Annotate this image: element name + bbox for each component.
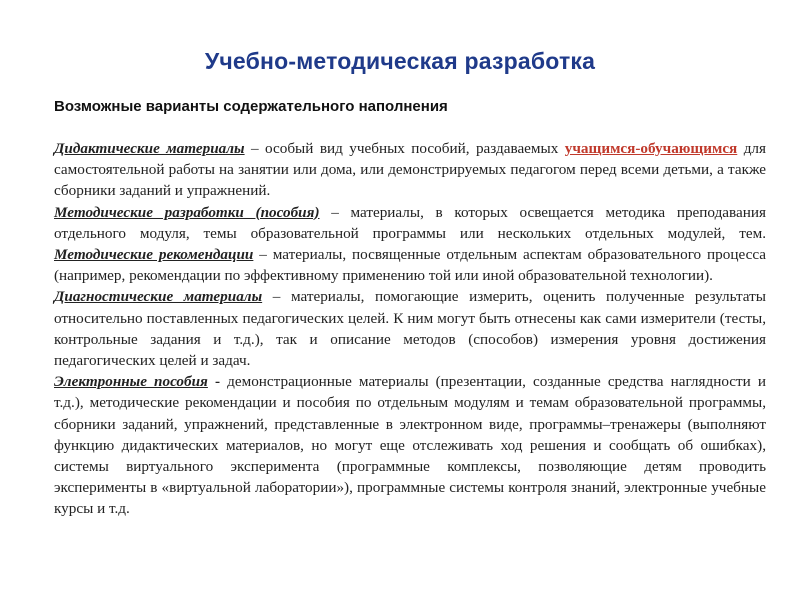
page-title: Учебно-методическая разработка bbox=[204, 48, 596, 74]
paragraph-text: демонстрационные материалы (презентации, созданные средства наглядности и т.д.), методические рекомендации и пособия по отдельным модулям и темам образовательной программы, сборники заданий, упражнений, представленные в электронном виде, программы–тренажеры (выполняют функцию дидактических материалов, но могут еще отслеживать ход решения и сообщать об ошибках), системы виртуального эксперимента (программные комплексы, позволяющие детям проводить эксперименты в «виртуальной лаборатории»), программные системы контроля знаний, электронные учебные курсы и т.д. bbox=[54, 373, 767, 518]
term-electronic-aids: Электронные пособия bbox=[54, 373, 208, 391]
term-didactic-materials: Дидактические материалы bbox=[54, 140, 245, 157]
body-text bbox=[54, 138, 766, 520]
term-diagnostic-materials: Диагностические материалы bbox=[54, 288, 263, 306]
paragraph-text: – особый вид учебных пособий, раздаваемых bbox=[244, 140, 565, 157]
paragraph-methodical-developments bbox=[54, 202, 766, 287]
paragraph-text: – материалы, в которых освещается методика преподавания отдельного модуля, темы образовательной программы или нескольких отдельных модулей, тем. bbox=[54, 203, 766, 242]
term-methodical-developments: Методические разработки (пособия) bbox=[54, 203, 320, 221]
paragraph-text: – материалы, посвященные отдельным аспектам образовательного процесса (например, рекомендации по эффективному применению той или иной образовательной технологии). bbox=[54, 246, 767, 285]
highlight-students: учащимся-обучающимся bbox=[564, 140, 738, 157]
section-subtitle: Возможные варианты содержательного наполнения bbox=[54, 98, 448, 115]
paragraph-electronic-aids bbox=[54, 371, 766, 519]
paragraph-diagnostic-materials bbox=[54, 286, 766, 371]
separator-dash: - bbox=[207, 373, 228, 391]
term-methodical-recommendations: Методические рекомендации bbox=[54, 246, 254, 264]
paragraph-text: для самостоятельной работы на занятии или дома, или демонстрируемых педагогом перед всеми детьми, а также сборники заданий и упражнений. bbox=[54, 140, 766, 200]
paragraph-didactic-materials bbox=[54, 138, 766, 202]
paragraph-text: – материалы, помогающие измерить, оценить полученные результаты относительно поставленных педагогических целей. К ним могут быть отнесены как сами измерители (тесты, контрольные задания и т.д.), так и описание методов (способов) измерения уровня достижения педагогических целей и задач. bbox=[54, 288, 766, 370]
